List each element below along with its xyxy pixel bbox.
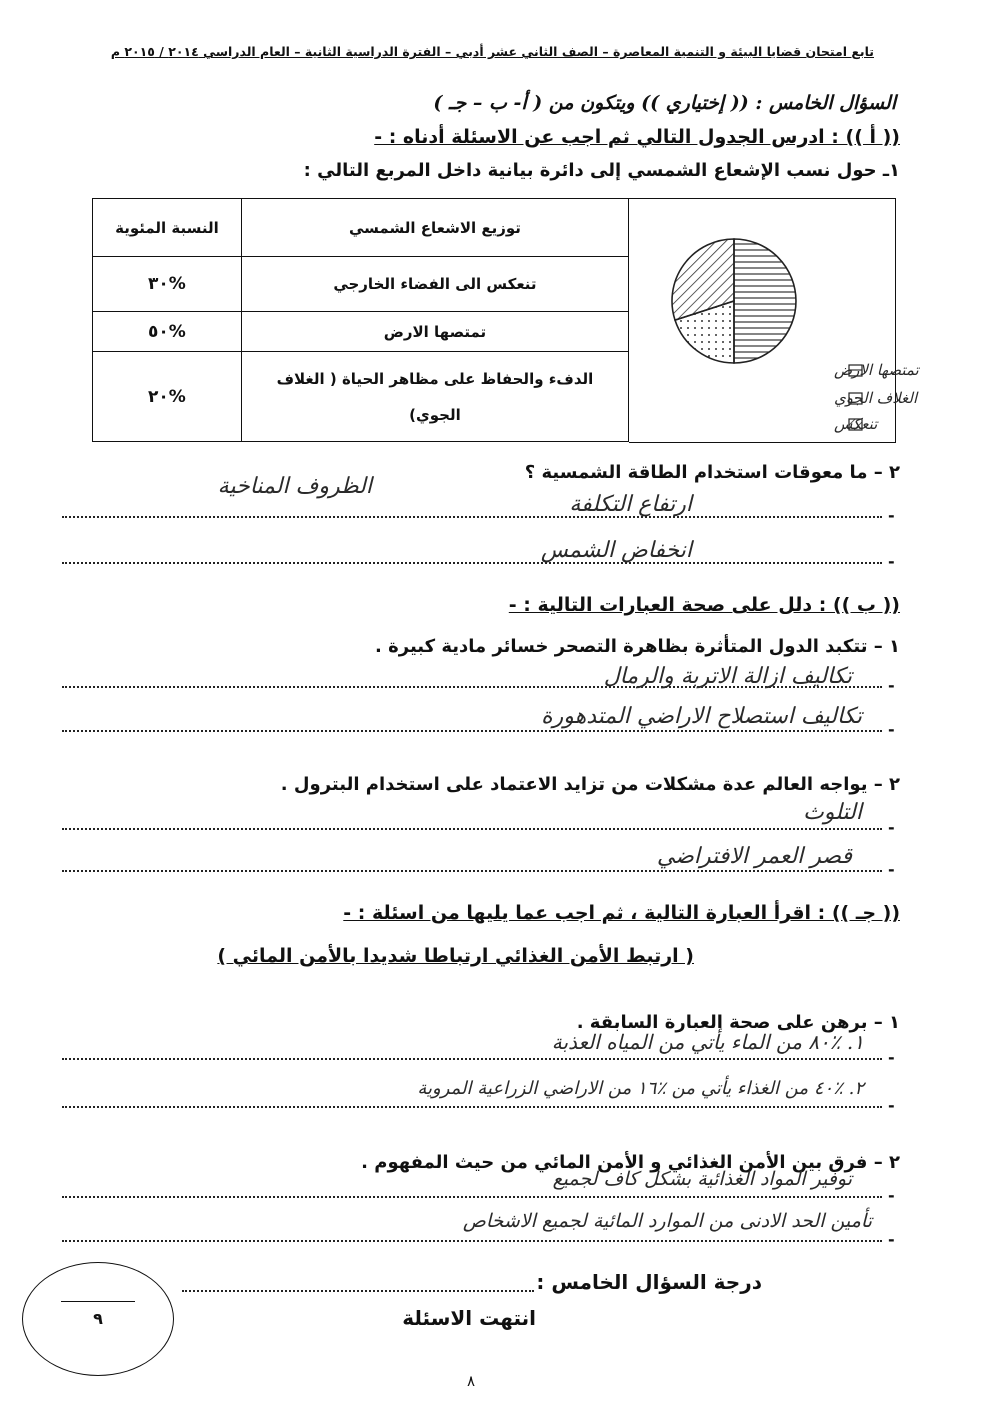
table-cell-value: %٥٠ bbox=[93, 312, 242, 352]
question-title: السؤال الخامس : (( إختياري )) ويتكون من ( أ- ب – جـ ) bbox=[433, 92, 896, 114]
answer-line bbox=[62, 1240, 882, 1242]
legend-label: الغلاف الجوي bbox=[834, 389, 918, 407]
handwritten-answer: انخفاض الشمس bbox=[540, 538, 692, 563]
answer-line bbox=[62, 562, 882, 564]
handwritten-answer: تكاليف ازالة الاتربة والرمال bbox=[603, 664, 852, 689]
handwritten-answer: ٢. ٪٤٠ من الغذاء يأتي من ٪١٦ من الاراضي الزراعية المروية bbox=[417, 1078, 864, 1099]
table-row bbox=[93, 257, 629, 312]
table-cell-label-line1: الدفء والحفاظ على مظاهر الحياة ( الغلاف bbox=[276, 369, 594, 388]
pie-chart bbox=[629, 199, 919, 442]
answer-line bbox=[62, 870, 882, 872]
grade-label: درجة السؤال الخامس : bbox=[536, 1270, 762, 1294]
table-header-distribution: توزيع الاشعاع الشمسي bbox=[241, 199, 628, 257]
section-a-q2: ٢ – ما معوقات استخدام الطاقة الشمسية ؟ bbox=[524, 462, 900, 483]
table-row bbox=[93, 312, 629, 352]
grade-dotted-line bbox=[182, 1290, 534, 1292]
grade-value: ٩ bbox=[93, 1309, 103, 1328]
section-a-heading: (( أ )) : ادرس الجدول التالي ثم اجب عن الاسئلة أدناه : - bbox=[374, 126, 900, 148]
section-c-statement: ( ارتبط الأمن الغذائي ارتباطا شديدا بالأمن المائي ) bbox=[217, 945, 694, 967]
section-a-q1: ١ـ حول نسب الإشعاع الشمسي إلى دائرة بيانية داخل المربع التالي : bbox=[303, 160, 900, 181]
grade-circle bbox=[22, 1262, 174, 1376]
legend-label: تنعكس bbox=[834, 415, 878, 433]
table-header-percent: النسبة المئوية bbox=[93, 199, 242, 257]
section-c-q1: ١ – برهن على صحة العبارة السابقة . bbox=[576, 1012, 900, 1033]
handwritten-answer: تأمين الحد الادنى من الموارد المائية لجميع الاشخاص bbox=[462, 1210, 872, 1232]
table-cell-value: %٢٠ bbox=[93, 352, 242, 442]
answer-line bbox=[62, 516, 882, 518]
section-c-q2: ٢ – فرق بين الأمن الغذائي و الأمن المائي من حيث المفهوم . bbox=[361, 1152, 900, 1173]
pie-slice bbox=[734, 239, 796, 363]
table-cell-label bbox=[241, 352, 628, 442]
answer-line bbox=[62, 1196, 882, 1198]
answer-line bbox=[62, 1058, 882, 1060]
table-row bbox=[93, 352, 629, 442]
page-number: ٨ bbox=[466, 1372, 476, 1390]
handwritten-answer: الظروف المناخية bbox=[217, 474, 372, 499]
handwritten-answer: توفير المواد الغذائية بشكل كاف لجميع bbox=[552, 1168, 852, 1190]
exam-header: تابع امتحان قضايا البيئة و التنمية المعاصرة – الصف الثاني عشر أدبي – الفترة الدراسية الثانية – العام الدراسي ٢٠١٤ / ٢٠١٥ م bbox=[110, 44, 874, 59]
radiation-table bbox=[92, 198, 629, 442]
handwritten-answer: ارتفاع التكلفة bbox=[569, 492, 692, 517]
answer-line bbox=[62, 828, 882, 830]
handwritten-answer: ١. ٪٨٠ من الماء يأتي من المياه العذبة bbox=[551, 1030, 864, 1054]
table-cell-label: تنعكس الى الفضاء الخارجي bbox=[241, 257, 628, 312]
handwritten-answer: قصر العمر الافتراضي bbox=[656, 844, 852, 869]
section-b-q2: ٢ – يواجه العالم عدة مشكلات من تزايد الاعتماد على استخدام البترول . bbox=[280, 774, 900, 795]
section-c-heading: (( جـ )) : اقرأ العبارة التالية ، ثم اجب عما يليها من اسئلة : - bbox=[343, 902, 900, 924]
legend-label: تمتصها الارض bbox=[834, 361, 919, 379]
answer-line bbox=[62, 1106, 882, 1108]
handwritten-answer: التلوث bbox=[803, 800, 862, 825]
pie-chart-box bbox=[629, 198, 919, 443]
table-cell-label-line2: الجوي) bbox=[409, 405, 461, 424]
section-b-q1: ١ – تتكبد الدول المتأثرة بظاهرة التصحر خسائر مادية كبيرة . bbox=[375, 636, 900, 657]
end-text: انتهت الاسئلة bbox=[402, 1306, 536, 1330]
handwritten-answer: تكاليف استصلاح الاراضي المتدهورة bbox=[541, 704, 862, 729]
table-cell-label: تمتصها الارض bbox=[241, 312, 628, 352]
section-b-heading: (( ب )) : دلل على صحة العبارات التالية : - bbox=[508, 594, 900, 616]
table-cell-value: %٣٠ bbox=[93, 257, 242, 312]
answer-line bbox=[62, 730, 882, 732]
